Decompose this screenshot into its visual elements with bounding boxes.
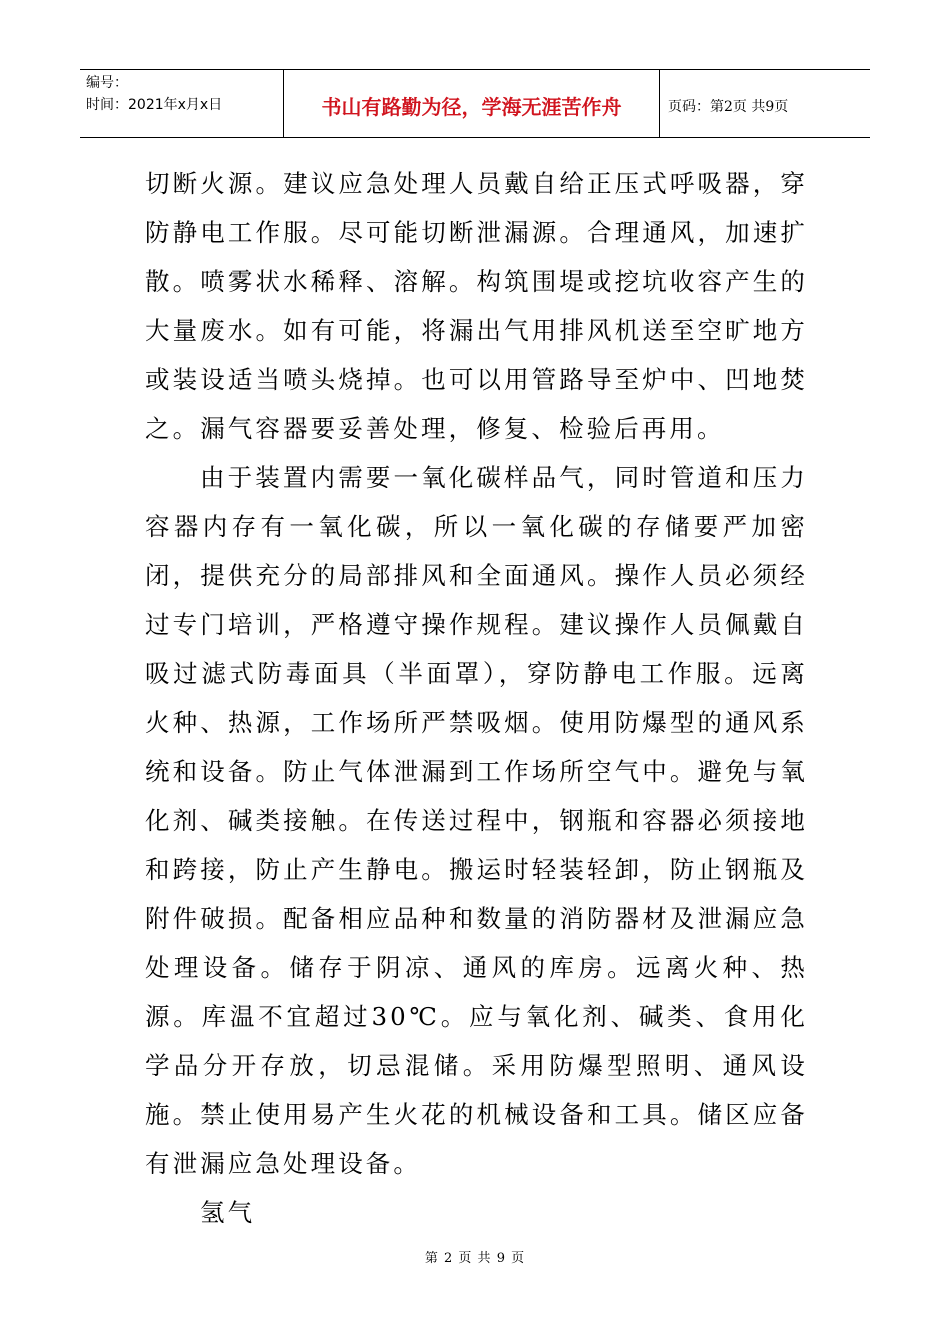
page-header: [80, 69, 870, 138]
section-heading-hydrogen: 氢气: [200, 1198, 256, 1227]
document-number-label: 编号：: [86, 75, 128, 91]
header-page-number: 页码：第2页 共9页: [668, 98, 789, 115]
paragraph-storage: 由于装置内需要一氧化碳样品气，同时管道和压力容器内存有一氧化碳，所以一氧化碳的存储要严加密闭，提供充分的局部排风和全面通风。操作人员必须经过专门培训，严格遵守操作规程。建议操作人员佩戴自吸过滤式防毒面具（半面罩），穿防静电工作服。远离火种、热源，工作场所严禁吸烟。使用防爆型的通风系统和设备。防止气体泄漏到工作场所空气中。避免与氧化剂、碱类接触。在传送过程中，钢瓶和容器必须接地和跨接，防止产生静电。搬运时轻装轻卸，防止钢瓶及附件破损。配备相应品种和数量的消防器材及泄漏应急处理设备。储存于阴凉、通风的库房。远离火种、热源。库温不宜超过30℃。应与氧化剂、碱类、食用化学品分开存放，切忌混储。采用防爆型照明、通风设施。禁止使用易产生火花的机械设备和工具。储区应备有泄漏应急处理设备。: [145, 463, 808, 1178]
header-motto: 书山有路勤为径，学海无涯苦作舟: [284, 70, 660, 137]
page-footer: 第 2 页 共 9 页: [424, 1251, 526, 1266]
paragraph-continuation: 切断火源。建议应急处理人员戴自给正压式呼吸器，穿防静电工作服。尽可能切断泄漏源。合理通风，加速扩散。喷雾状水稀释、溶解。构筑围堤或挖坑收容产生的大量废水。如有可能，将漏出气用排风机送至空旷地方或装设适当喷头烧掉。也可以用管路导至炉中、凹地焚之。漏气容器要妥善处理，修复、检验后再用。: [145, 169, 808, 443]
document-time-label: 时间：2021年x月x日: [86, 97, 223, 113]
document-body: [145, 159, 808, 1237]
header-meta: [80, 70, 284, 137]
